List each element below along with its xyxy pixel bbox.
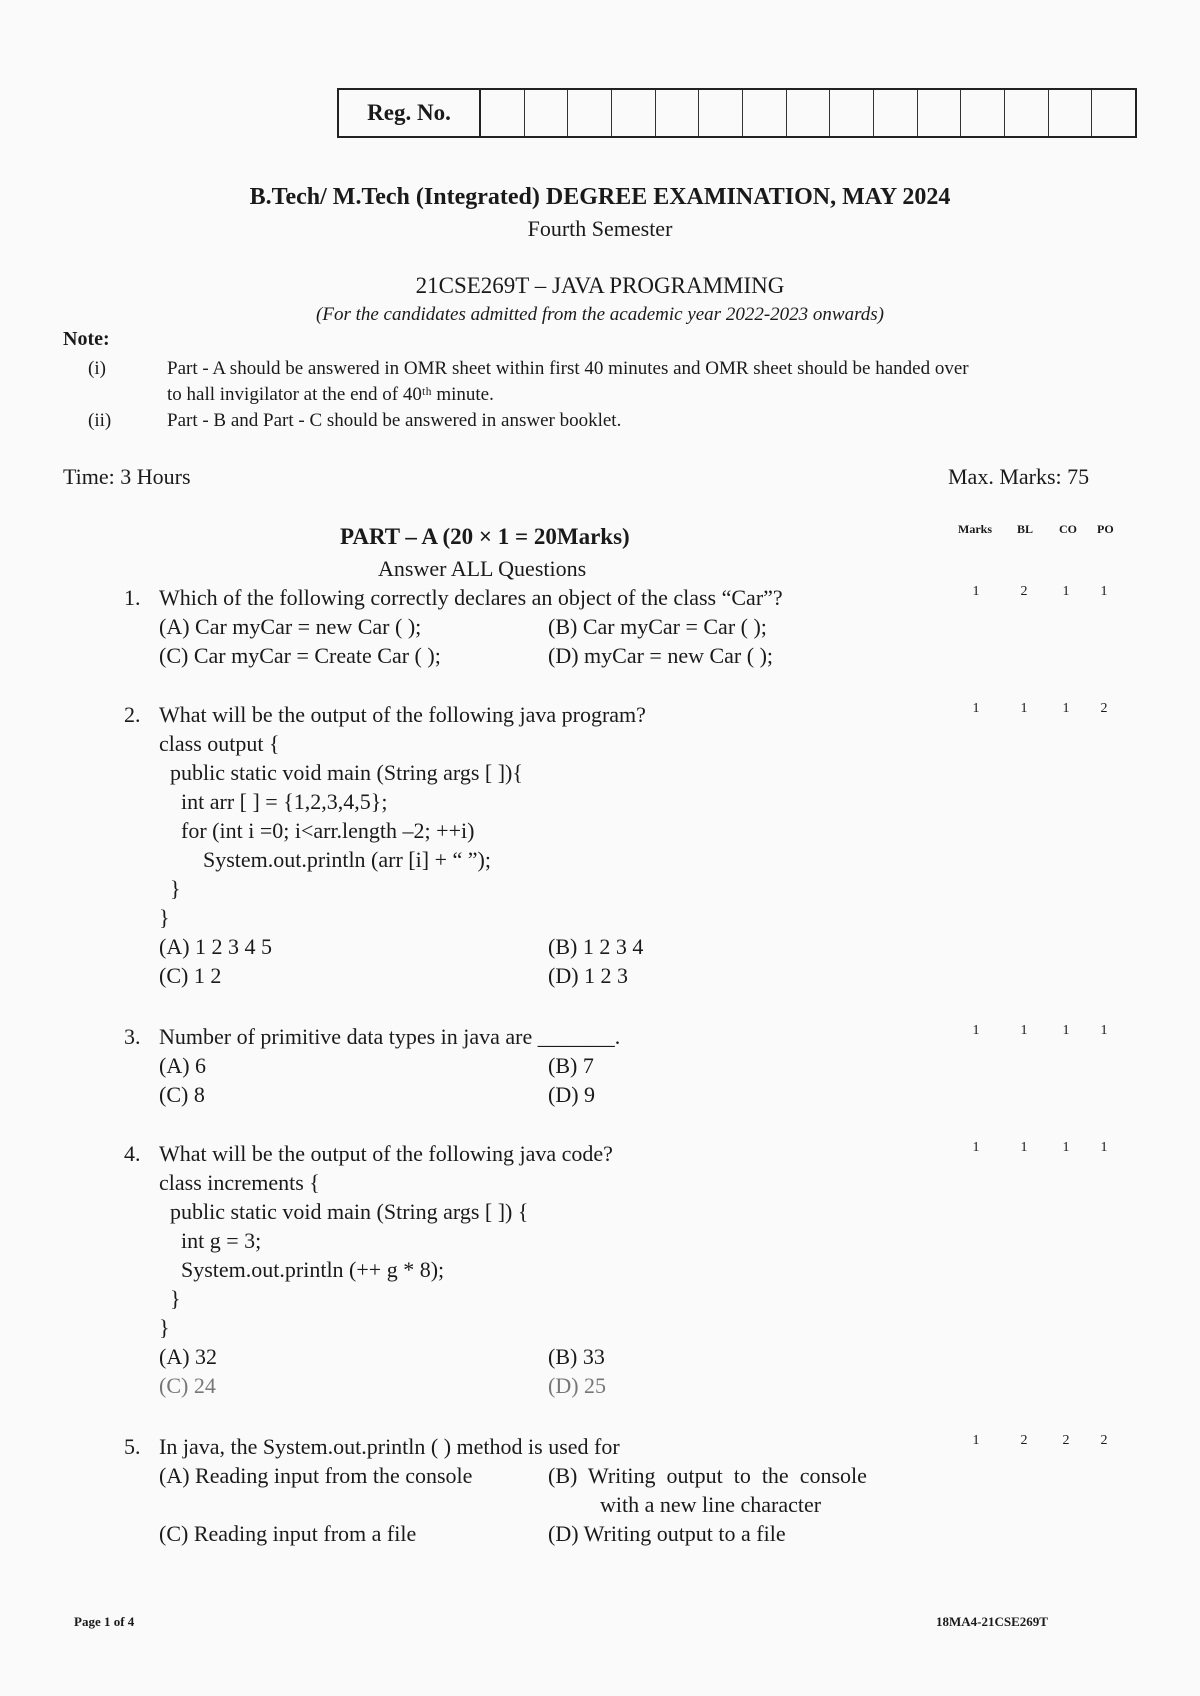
exam-title: B.Tech/ M.Tech (Integrated) DEGREE EXAMINATION, MAY 2024 — [249, 184, 951, 210]
co: 1 — [1062, 1140, 1070, 1155]
code-line: } — [159, 1286, 181, 1311]
code-line: public static void main (String args [ ]) { — [159, 1199, 529, 1224]
bl: 2 — [1020, 1433, 1028, 1448]
question-number: 2. — [124, 702, 141, 727]
code-line: int g = 3; — [159, 1228, 262, 1253]
col-header-po: PO — [1097, 522, 1114, 536]
option: (C) Car myCar = Create Car ( ); — [159, 643, 441, 668]
marks: 1 — [972, 1023, 980, 1038]
reg-cell — [1049, 90, 1093, 136]
reg-cell — [699, 90, 743, 136]
po: 2 — [1100, 701, 1108, 716]
note-num: (ii) — [88, 410, 112, 431]
option: (B) Car myCar = Car ( ); — [548, 614, 767, 639]
note-text — [167, 356, 1127, 408]
option: (A) 6 — [159, 1053, 207, 1078]
reg-cell — [743, 90, 787, 136]
reg-no-box — [337, 88, 1137, 138]
option: (C) 24 — [159, 1373, 216, 1398]
code-line: } — [159, 1315, 170, 1340]
option: (A) Car myCar = new Car ( ); — [159, 614, 422, 639]
col-header-marks: Marks — [958, 522, 992, 536]
marks: 1 — [972, 701, 980, 716]
question-number: 1. — [124, 585, 141, 610]
max-marks: Max. Marks: 75 — [948, 464, 1090, 489]
note-text: Part - B and Part - C should be answered in answer booklet. — [167, 410, 622, 431]
question-text: What will be the output of the following java program? — [159, 702, 646, 727]
course-subtitle: (For the candidates admitted from the academic year 2022-2023 onwards) — [316, 304, 884, 325]
po: 1 — [1100, 584, 1108, 599]
po: 2 — [1100, 1433, 1108, 1448]
reg-cell — [525, 90, 569, 136]
option: (D) Writing output to a file — [548, 1521, 786, 1546]
code-line: } — [159, 905, 170, 930]
question-text: Number of primitive data types in java are _______. — [159, 1024, 621, 1049]
reg-cell — [568, 90, 612, 136]
question-text: What will be the output of the following java code? — [159, 1141, 613, 1166]
option: (B) Writing output to the console — [548, 1463, 867, 1488]
marks: 1 — [972, 1433, 980, 1448]
note-line: to hall invigilator at the end of 40ᵗʰ minute. — [167, 384, 494, 405]
bl: 1 — [1020, 701, 1028, 716]
option: (C) Reading input from a file — [159, 1521, 417, 1546]
reg-cell — [830, 90, 874, 136]
code-line: } — [159, 876, 181, 901]
code-line: System.out.println (arr [i] + “ ”); — [159, 847, 491, 872]
code-line: System.out.println (++ g * 8); — [159, 1257, 445, 1282]
question-number: 5. — [124, 1434, 141, 1459]
note-heading: Note: — [63, 328, 110, 350]
question-number: 4. — [124, 1141, 141, 1166]
semester: Fourth Semester — [527, 216, 673, 241]
code-line: public static void main (String args [ ]){ — [159, 760, 523, 785]
exam-time: Time: 3 Hours — [63, 464, 191, 489]
bl: 2 — [1020, 584, 1028, 599]
marks: 1 — [972, 584, 980, 599]
reg-cell — [1005, 90, 1049, 136]
code-line: class output { — [159, 731, 280, 756]
co: 2 — [1062, 1433, 1070, 1448]
reg-cell — [961, 90, 1005, 136]
po: 1 — [1100, 1023, 1108, 1038]
code-line: for (int i =0; i<arr.length –2; ++i) — [159, 818, 475, 843]
reg-cell — [481, 90, 525, 136]
col-header-bl: BL — [1017, 522, 1034, 536]
reg-cell — [656, 90, 700, 136]
part-a-instruction: Answer ALL Questions — [378, 556, 587, 581]
reg-cell — [874, 90, 918, 136]
paper-code: 18MA4-21CSE269T — [936, 1614, 1048, 1629]
option: (A) Reading input from the console — [159, 1463, 473, 1488]
bl: 1 — [1020, 1140, 1028, 1155]
option: (B) 33 — [548, 1344, 605, 1369]
po: 1 — [1100, 1140, 1108, 1155]
option: (D) 25 — [548, 1373, 607, 1398]
option: (D) myCar = new Car ( ); — [548, 643, 774, 668]
option: (B) 1 2 3 4 — [548, 934, 644, 959]
option-continuation: with a new line character — [600, 1492, 822, 1517]
course-title: 21CSE269T – JAVA PROGRAMMING — [415, 273, 785, 298]
question-text: In java, the System.out.println ( ) method is used for — [159, 1434, 620, 1459]
option: (B) 7 — [548, 1053, 594, 1078]
bl: 1 — [1020, 1023, 1028, 1038]
option: (C) 1 2 — [159, 963, 222, 988]
option: (D) 1 2 3 — [548, 963, 629, 988]
reg-cell — [1092, 90, 1135, 136]
note-line: Part - A should be answered in OMR sheet within first 40 minutes and OMR sheet should be handed over — [167, 358, 969, 379]
option: (C) 8 — [159, 1082, 205, 1107]
question-text: Which of the following correctly declares an object of the class “Car”? — [159, 585, 783, 610]
option: (A) 32 — [159, 1344, 218, 1369]
part-a-heading: PART – A (20 × 1 = 20Marks) — [340, 524, 630, 549]
option: (A) 1 2 3 4 5 — [159, 934, 273, 959]
marks: 1 — [972, 1140, 980, 1155]
co: 1 — [1062, 1023, 1070, 1038]
reg-cell — [787, 90, 831, 136]
page-number: Page 1 of 4 — [74, 1614, 135, 1629]
option: (D) 9 — [548, 1082, 596, 1107]
co: 1 — [1062, 584, 1070, 599]
co: 1 — [1062, 701, 1070, 716]
reg-cell — [918, 90, 962, 136]
note-num: (i) — [88, 358, 106, 379]
question-number: 3. — [124, 1024, 141, 1049]
col-header-co: CO — [1059, 522, 1077, 536]
code-line: int arr [ ] = {1,2,3,4,5}; — [159, 789, 388, 814]
code-line: class increments { — [159, 1170, 320, 1195]
reg-no-label: Reg. No. — [339, 90, 481, 136]
reg-cell — [612, 90, 656, 136]
